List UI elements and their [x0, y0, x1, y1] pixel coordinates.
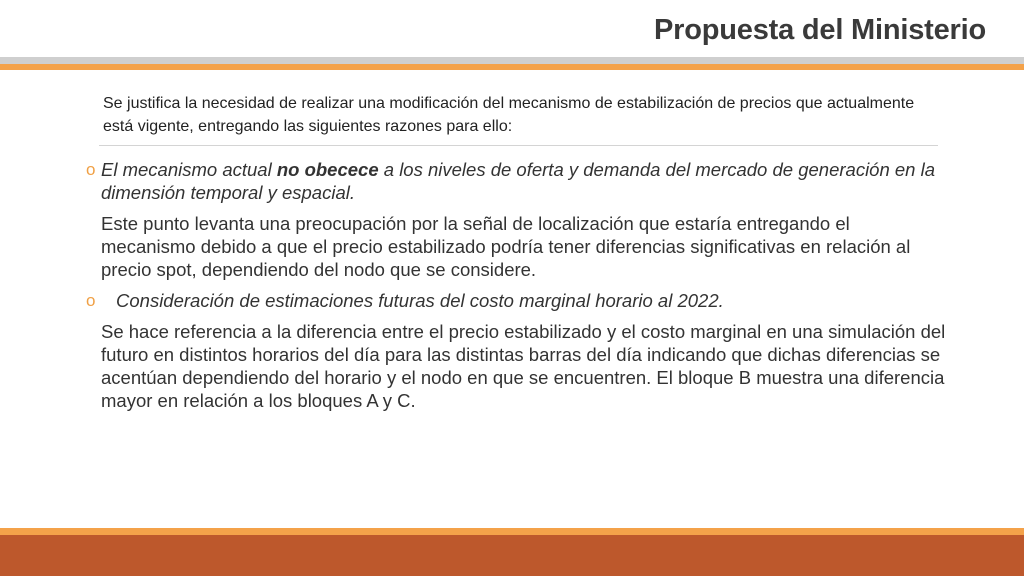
slide-title: Propuesta del Ministerio: [654, 14, 986, 46]
bullet-2-explanation: Se hace referencia a la diferencia entre el precio estabilizado y el costo marginal en una simulación del futuro en distintos horarios del día para las distintas barras del día indicando que dichas diferencias se acentúan dependiendo del horario y el nodo en que se encuentren. El bloque B muestra una diferencia mayor en relación a los bloques A y C.: [101, 321, 946, 411]
content-body: [86, 158, 946, 420]
intro-paragraph: Se justifica la necesidad de realizar una modificación del mecanismo de estabilización de precios que actualmente está vigente, entregando las siguientes razones para ello:: [103, 95, 915, 135]
bullet-item-1: [86, 158, 946, 204]
header-orange-band: [0, 64, 1024, 70]
bullet-2-text: Consideración de estimaciones futuras del costo marginal horario al 2022.: [116, 290, 724, 311]
bullet-1-text-bold: no obecece: [276, 159, 379, 180]
bullet-1-text-post: a los niveles de oferta y demanda del mercado de generación en la dimensión temporal y espacial.: [101, 159, 936, 203]
bullet-item-2: [86, 289, 946, 312]
bullet-1-explanation: Este punto levanta una preocupación por la señal de localización que estaría entregando el mecanismo debido a que el precio estabilizado podría tener diferencias significativas en relación al precio spot, dependiendo del nodo que se considere.: [101, 213, 911, 280]
footer-orange-band: [0, 528, 1024, 535]
circle-bullet-icon: o: [86, 160, 96, 179]
intro-separator: [99, 145, 938, 146]
header-grey-band: [0, 57, 1024, 64]
circle-bullet-icon: o: [86, 291, 96, 310]
footer-rust-band: [0, 535, 1024, 576]
bullet-1-text-pre: El mecanismo actual: [101, 159, 277, 180]
